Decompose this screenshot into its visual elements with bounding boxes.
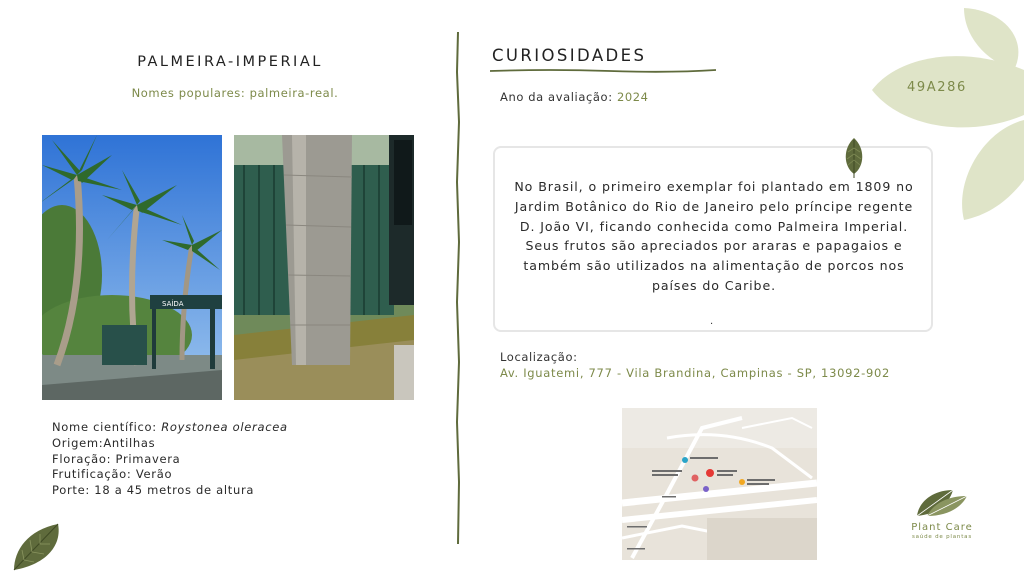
plant-code: 49A286 [907, 80, 967, 95]
evaluation-year [500, 90, 649, 104]
brand-name: Plant Care [911, 522, 973, 533]
scientific-name-label: Nome científico: [52, 420, 162, 434]
evaluation-year-label: Ano da avaliação: [500, 90, 617, 104]
decorative-leaves [854, 0, 1024, 230]
curiosities-title: CURIOSIDADES [492, 46, 647, 65]
scientific-name [52, 420, 288, 436]
scientific-name-value: Roystonea oleracea [161, 420, 288, 434]
location-map[interactable] [622, 408, 817, 560]
evaluation-year-value: 2024 [616, 90, 649, 104]
location-address[interactable]: Av. Iguatemi, 777 - Vila Brandina, Campinas - SP, 13092-902 [500, 366, 891, 380]
brand-tagline: saúde de plantas [911, 534, 973, 540]
palm-trees-photo [42, 135, 222, 400]
title-underline [490, 66, 716, 74]
size: Porte: 18 a 45 metros de altura [52, 483, 255, 498]
flowering: Floração: Primavera [52, 451, 181, 466]
curiosity-text: No Brasil, o primeiro exemplar foi plantado em 1809 no Jardim Botânico do Rio de Janeiro pelo príncipe regente D. João VI, ficando conhecida como Palmeira Imperial. Seus frutos são apreciados por araras e papagaios e também são utilizados na alimentação de porcos nos países do Caribe. [514, 179, 914, 293]
plant-title: PALMEIRA-IMPERIAL [137, 54, 323, 70]
brand-logo-icon [913, 486, 971, 520]
fruiting: Frutificação: Verão [52, 467, 173, 482]
exit-sign-text: SAÍDA [162, 300, 184, 308]
origin: Origem:Antilhas [52, 435, 156, 450]
palm-trunk-photo [234, 135, 414, 400]
plant-info [52, 420, 288, 499]
vertical-divider [453, 32, 463, 544]
popular-names: Nomes populares: palmeira-real. [131, 86, 339, 100]
curiosity-dot: . [710, 316, 714, 327]
location-label: Localização: [500, 350, 578, 364]
leaf-icon [10, 522, 62, 572]
